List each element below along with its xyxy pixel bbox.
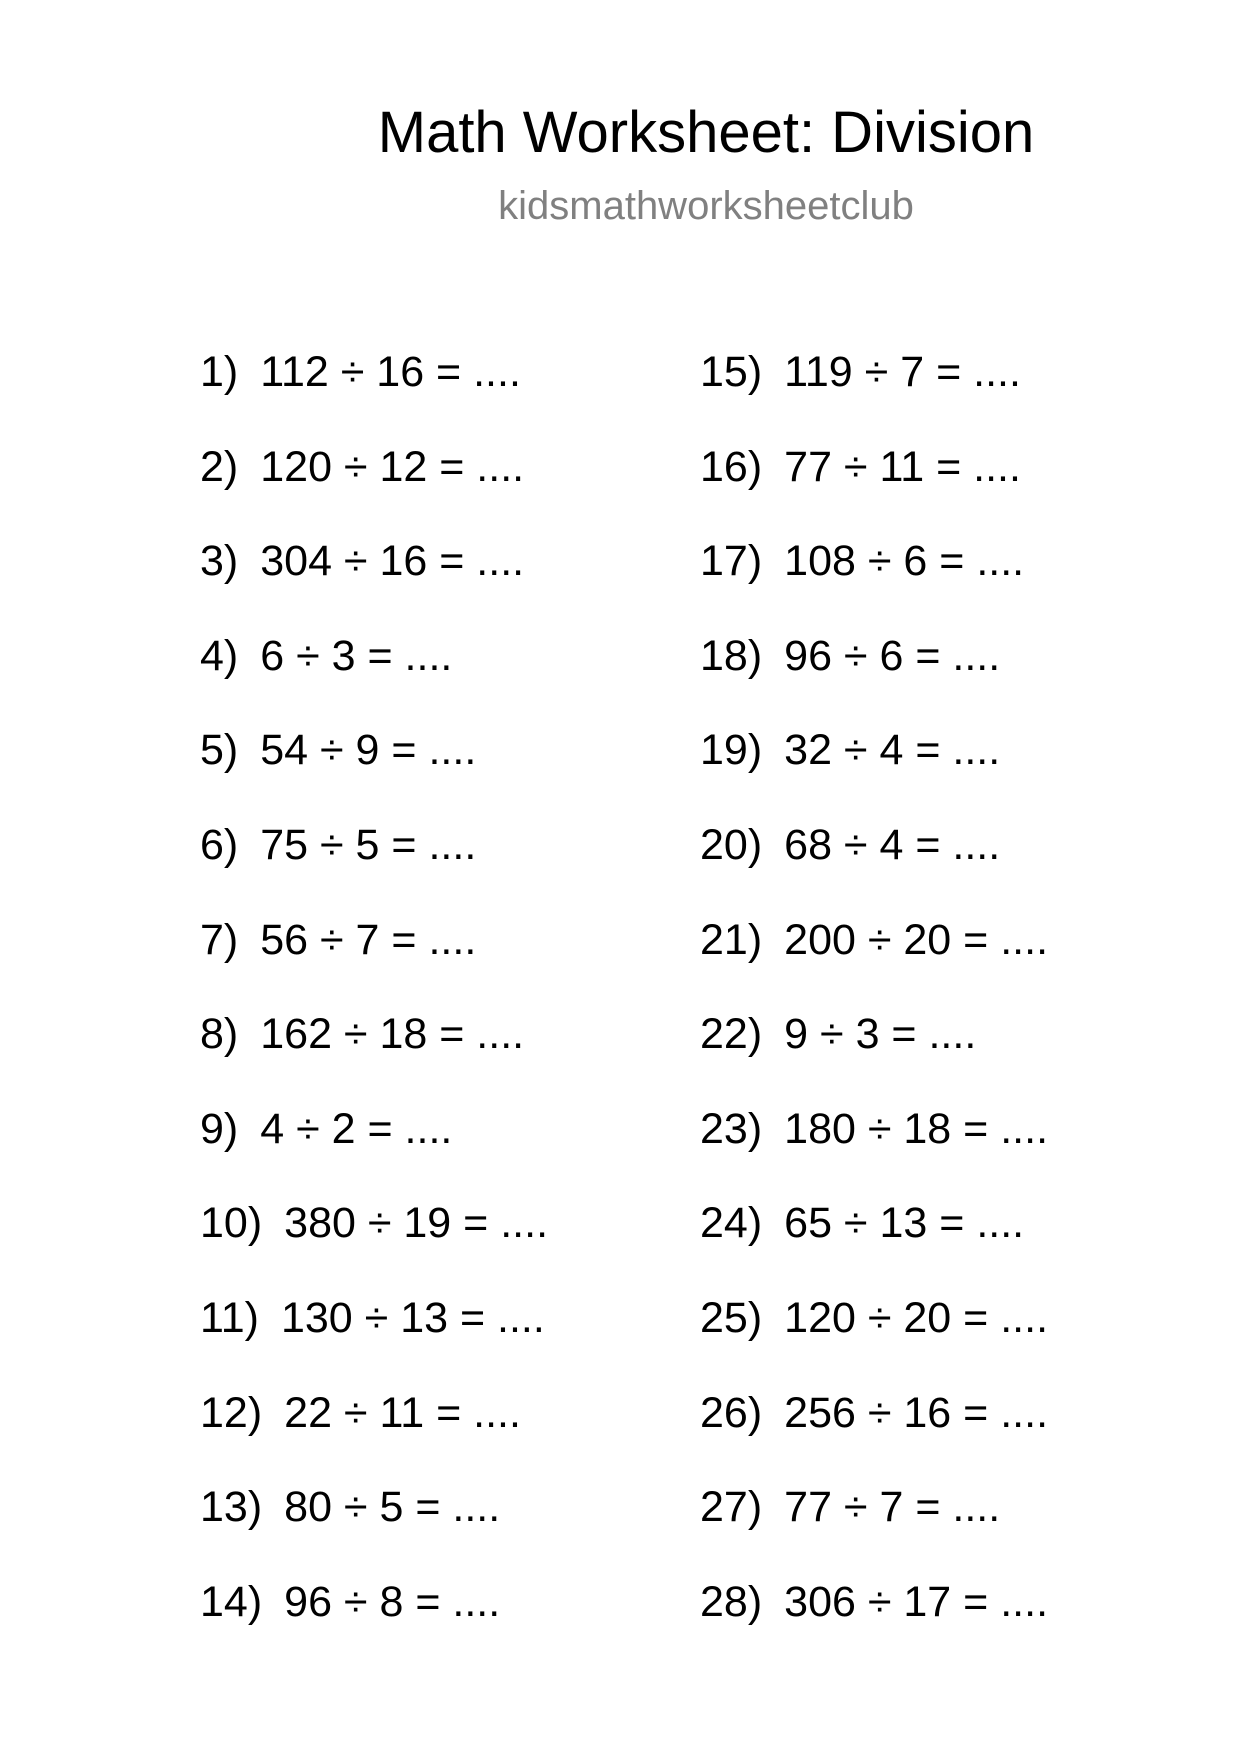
problem-item	[700, 820, 1048, 915]
problem-item	[200, 820, 548, 915]
problem-number: 17)	[700, 537, 763, 586]
problem-expression: 162 ÷ 18 = ....	[260, 1010, 525, 1059]
problem-item	[700, 1009, 1048, 1104]
problem-number: 16)	[700, 442, 763, 491]
problem-number: 4)	[200, 631, 239, 680]
problem-expression: 130 ÷ 13 = ....	[280, 1293, 545, 1342]
problem-expression: 22 ÷ 11 = ....	[284, 1388, 521, 1437]
problem-expression: 68 ÷ 4 = ....	[784, 820, 1001, 869]
problem-number: 28)	[700, 1577, 763, 1626]
problem-expression: 75 ÷ 5 = ....	[260, 820, 477, 869]
problem-expression: 6 ÷ 3 = ....	[260, 631, 453, 680]
problem-expression: 54 ÷ 9 = ....	[260, 726, 477, 775]
problem-item	[200, 1482, 548, 1577]
problem-item	[700, 1388, 1048, 1483]
problem-item	[700, 1198, 1048, 1293]
problem-expression: 120 ÷ 12 = ....	[260, 442, 525, 491]
problem-expression: 200 ÷ 20 = ....	[784, 915, 1049, 964]
problem-item	[700, 1104, 1048, 1199]
page-title: Math Worksheet: Division	[377, 100, 1035, 165]
problem-expression: 256 ÷ 16 = ....	[784, 1388, 1049, 1437]
problem-expression: 96 ÷ 8 = ....	[284, 1577, 501, 1626]
problem-expression: 380 ÷ 19 = ....	[284, 1199, 549, 1248]
problem-item	[200, 725, 548, 820]
problem-number: 3)	[200, 537, 239, 586]
problem-item	[200, 1009, 548, 1104]
problem-number: 8)	[200, 1010, 239, 1059]
problem-item	[700, 725, 1048, 820]
problem-expression: 77 ÷ 11 = ....	[784, 442, 1021, 491]
problem-expression: 32 ÷ 4 = ....	[784, 726, 1001, 775]
problem-expression: 96 ÷ 6 = ....	[784, 631, 1001, 680]
problem-item	[700, 915, 1048, 1010]
problem-number: 20)	[700, 820, 763, 869]
problem-number: 24)	[700, 1199, 763, 1248]
problem-expression: 120 ÷ 20 = ....	[784, 1293, 1049, 1342]
problem-item	[200, 631, 548, 726]
problem-number: 5)	[200, 726, 239, 775]
problem-item	[700, 347, 1048, 442]
problem-number: 11)	[200, 1293, 259, 1342]
problem-expression: 112 ÷ 16 = ....	[260, 348, 521, 396]
problem-expression: 306 ÷ 17 = ....	[784, 1577, 1049, 1626]
problem-number: 15)	[700, 348, 763, 396]
problem-expression: 108 ÷ 6 = ....	[784, 537, 1025, 586]
problem-number: 9)	[200, 1104, 239, 1153]
problem-number: 2)	[200, 442, 239, 491]
problem-expression: 304 ÷ 16 = ....	[260, 537, 525, 586]
problem-item	[200, 915, 548, 1010]
problem-number: 18)	[700, 631, 763, 680]
problem-item	[200, 1293, 548, 1388]
problem-item	[700, 442, 1048, 537]
problem-expression: 65 ÷ 13 = ....	[784, 1199, 1025, 1248]
problem-number: 23)	[700, 1104, 763, 1153]
problem-number: 22)	[700, 1010, 763, 1059]
problem-item	[700, 1577, 1048, 1672]
problem-expression: 80 ÷ 5 = ....	[284, 1483, 501, 1532]
problem-item	[700, 1293, 1048, 1388]
problem-number: 25)	[700, 1293, 763, 1342]
problem-number: 21)	[700, 915, 763, 964]
problem-number: 12)	[200, 1388, 263, 1437]
problem-number: 26)	[700, 1388, 763, 1437]
problem-number: 6)	[200, 820, 239, 869]
problem-number: 19)	[700, 726, 763, 775]
problem-expression: 4 ÷ 2 = ....	[260, 1104, 453, 1153]
problem-item	[200, 1104, 548, 1199]
problem-item	[700, 536, 1048, 631]
problem-expression: 119 ÷ 7 = ....	[784, 348, 1021, 396]
problem-item	[200, 442, 548, 537]
problem-item	[200, 536, 548, 631]
problem-number: 10)	[200, 1199, 263, 1248]
page-subtitle: kidsmathworksheetclub	[498, 184, 914, 228]
problem-item	[200, 1388, 548, 1483]
problems-column-left	[200, 347, 548, 1671]
problem-item	[200, 1198, 548, 1293]
problem-item	[700, 631, 1048, 726]
problems-column-right	[700, 347, 1048, 1671]
problem-number: 27)	[700, 1483, 763, 1532]
problem-expression: 180 ÷ 18 = ....	[784, 1104, 1049, 1153]
problem-expression: 9 ÷ 3 = ....	[784, 1010, 977, 1059]
problem-expression: 56 ÷ 7 = ....	[260, 915, 477, 964]
problem-item	[200, 347, 548, 442]
problem-number: 14)	[200, 1577, 263, 1626]
problem-item	[200, 1577, 548, 1672]
problem-item	[700, 1482, 1048, 1577]
problem-expression: 77 ÷ 7 = ....	[784, 1483, 1001, 1532]
problem-number: 1)	[200, 348, 239, 396]
problem-number: 13)	[200, 1483, 263, 1532]
problem-number: 7)	[200, 915, 239, 964]
